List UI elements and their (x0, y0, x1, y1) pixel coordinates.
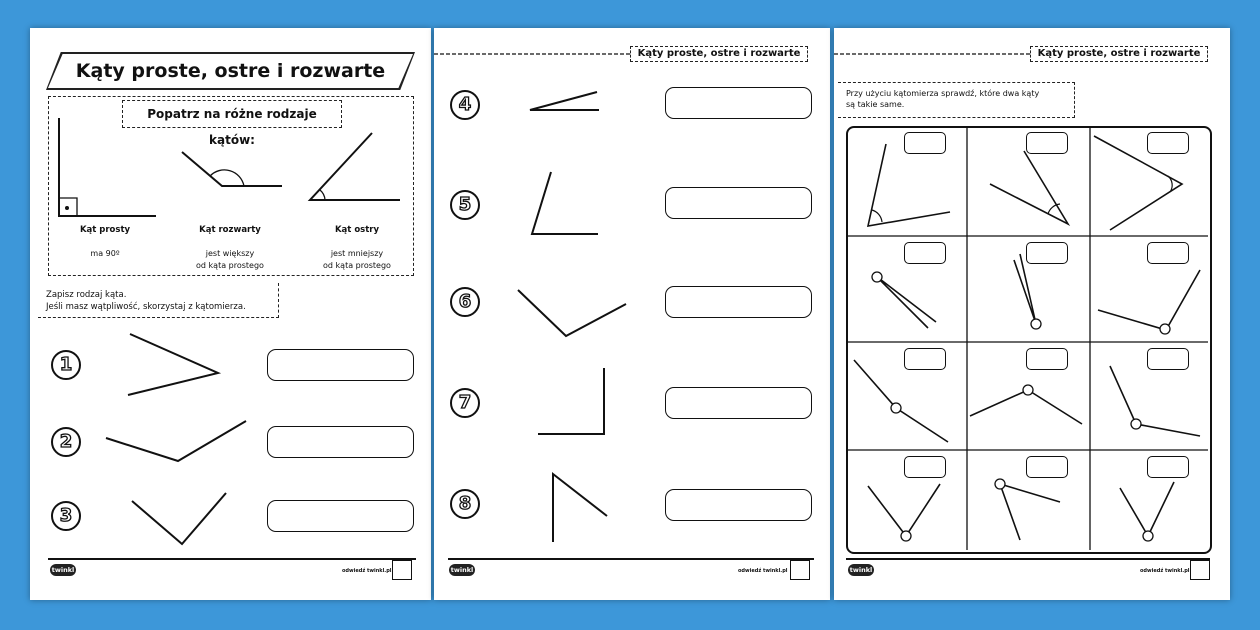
instruction-line-2: są takie same. (846, 100, 905, 109)
caption-obtuse-angle-desc2: od kąta prostego (196, 261, 264, 270)
question-number-7: 7 (450, 388, 480, 418)
grid-answer-box-6[interactable] (1147, 242, 1189, 264)
grid-answer-box-12[interactable] (1147, 456, 1189, 478)
question-number-2: 2 (51, 427, 81, 457)
answer-box-6[interactable] (665, 286, 812, 318)
worksheet-page-1 (30, 28, 431, 600)
footer-line (48, 558, 416, 560)
twinkl-logo: twinkl (849, 566, 873, 574)
footer-line (846, 558, 1210, 560)
question-number-6: 6 (450, 287, 480, 317)
question-number-5: 5 (450, 190, 480, 220)
grid-answer-box-11[interactable] (1026, 456, 1068, 478)
instruction-line-1: Zapisz rodzaj kąta. (46, 290, 127, 300)
page-title: Kąty proste, ostre i rozwarte (75, 60, 386, 82)
instruction-line-2: Jeśli masz wątpliwość, skorzystaj z kątomierza. (46, 302, 246, 312)
caption-acute-angle-desc2: od kąta prostego (323, 261, 391, 270)
answer-box-4[interactable] (665, 87, 812, 119)
grid-answer-box-10[interactable] (904, 456, 946, 478)
worksheet-page-3 (834, 28, 1230, 600)
twinkl-logo: twinkl (450, 566, 474, 574)
angle-grid-drawing (834, 28, 1230, 600)
caption-obtuse-angle-desc1: jest większy (205, 249, 255, 258)
grid-answer-box-1[interactable] (904, 132, 946, 154)
grid-answer-box-4[interactable] (904, 242, 946, 264)
page-header: Kąty proste, ostre i rozwarte (1030, 46, 1208, 62)
footer-line (448, 558, 814, 560)
instruction-line-1: Przy użyciu kątomierza sprawdź, które dwa kąty (846, 89, 1040, 98)
grid-answer-box-8[interactable] (1026, 348, 1068, 370)
caption-acute-angle-desc1: jest mniejszy (330, 249, 384, 258)
caption-obtuse-angle-name: Kąt rozwarty (199, 225, 261, 235)
grid-answer-box-7[interactable] (904, 348, 946, 370)
grid-answer-box-9[interactable] (1147, 348, 1189, 370)
caption-acute-angle-name: Kąt ostry (334, 225, 380, 235)
page-header: Kąty proste, ostre i rozwarte (630, 46, 808, 62)
answer-box-8[interactable] (665, 489, 812, 521)
answer-box-5[interactable] (665, 187, 812, 219)
caption-right-angle-name: Kąt prosty (79, 225, 131, 235)
footer-site: odwiedź twinkl.pl (1140, 568, 1190, 574)
badge-icon (790, 560, 810, 580)
question-number-8: 8 (450, 489, 480, 519)
footer-site: odwiedź twinkl.pl (738, 568, 788, 574)
caption-right-angle-desc: ma 90º (90, 249, 120, 258)
twinkl-logo: twinkl (51, 566, 75, 574)
answer-box-3[interactable] (267, 500, 414, 532)
grid-answer-box-5[interactable] (1026, 242, 1068, 264)
question-number-1: 1 (51, 350, 81, 380)
worksheet-page-2 (434, 28, 830, 600)
answer-box-7[interactable] (665, 387, 812, 419)
intro-heading: Popatrz na różne rodzaje kątów: (122, 100, 342, 128)
question-number-3: 3 (51, 501, 81, 531)
badge-icon (1190, 560, 1210, 580)
answer-box-1[interactable] (267, 349, 414, 381)
answer-box-2[interactable] (267, 426, 414, 458)
grid-answer-box-3[interactable] (1147, 132, 1189, 154)
grid-answer-box-2[interactable] (1026, 132, 1068, 154)
question-number-4: 4 (450, 90, 480, 120)
footer-site: odwiedź twinkl.pl (342, 568, 392, 574)
badge-icon (392, 560, 412, 580)
